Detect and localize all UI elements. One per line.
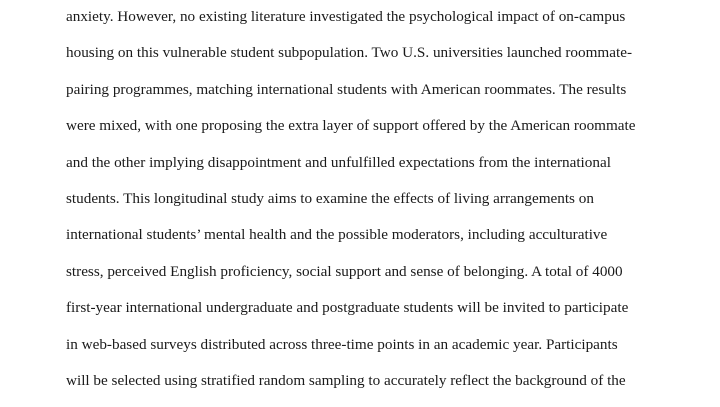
paragraph-line: first-year international undergraduate and postgraduate students will be invited to participate [66,299,629,317]
paragraph-line: international students’ mental health and the possible moderators, including acculturative [66,226,608,244]
paragraph-line: in web-based surveys distributed across three-time points in an academic year. Participants [66,335,618,353]
paragraph-line: anxiety. However, no existing literature investigated the psychological impact of on-campus [66,8,626,25]
paragraph-line: and the other implying disappointment and unfulfilled expectations from the international [66,153,611,171]
paragraph-line: were mixed, with one proposing the extra layer of support offered by the American roommate [66,117,636,135]
paragraph-line: students. This longitudinal study aims to examine the effects of living arrangements on [66,189,594,207]
paragraph-line: pairing programmes, matching international students with American roommates. The results [66,80,627,98]
paragraph-line: stress, perceived English proficiency, social support and sense of belonging. A total of 4000 [66,262,623,280]
paragraph-line: will be selected using stratified random sampling to accurately reflect the background of the [66,371,626,389]
paragraph-line: housing on this vulnerable student subpopulation. Two U.S. universities launched roommate- [66,44,633,62]
body-paragraph [66,7,666,407]
